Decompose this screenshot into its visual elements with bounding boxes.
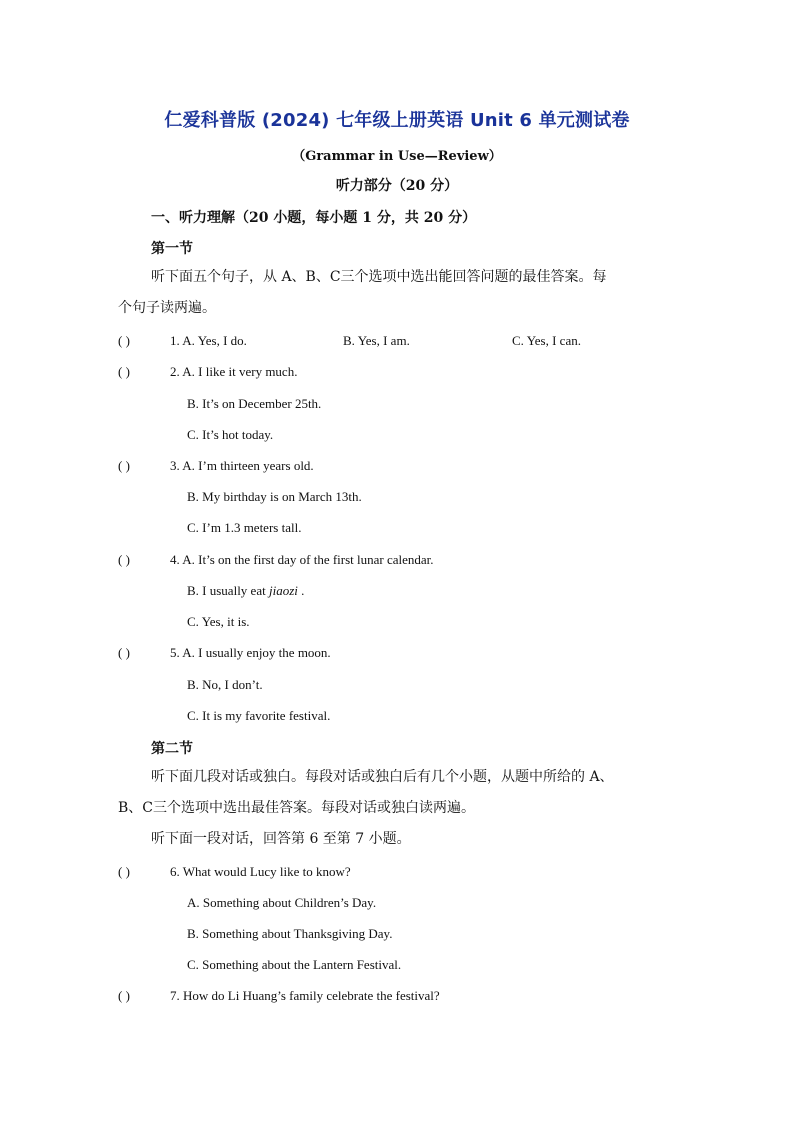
- question-2-option-b: B. It’s on December 25th.: [187, 396, 322, 411]
- question-2: [118, 364, 297, 380]
- subsection-2-heading: 第二节: [151, 741, 193, 757]
- question-7: [118, 988, 440, 1004]
- answer-blank[interactable]: ( ): [118, 645, 130, 660]
- question-stem: 6. What would Lucy like to know?: [170, 864, 351, 879]
- instruction-2-line-1: 听下面几段对话或独白。每段对话或独白后有几个小题，从题中所给的 A、: [151, 769, 614, 785]
- question-3-option-b: B. My birthday is on March 13th.: [187, 489, 362, 504]
- question-stem: 2. A. I like it very much.: [170, 364, 298, 379]
- section-heading: 一、听力理解（20 小题，每小题 1 分，共 20 分）: [151, 210, 477, 226]
- question-stem: 5. A. I usually enjoy the moon.: [170, 645, 331, 660]
- question-3: [118, 458, 314, 474]
- instruction-1-line-1: 听下面五个句子，从 A、B、C三个选项中选出能回答问题的最佳答案。每: [151, 269, 607, 285]
- question-6-option-c: C. Something about the Lantern Festival.: [187, 957, 402, 972]
- instruction-1-line-2: 个句子读两遍。: [118, 300, 216, 316]
- question-4: [118, 552, 434, 568]
- question-4-option-b: B. I usually eat jiaozi .: [187, 583, 305, 598]
- answer-blank[interactable]: ( ): [118, 988, 130, 1003]
- question-stem: 1. A. Yes, I do.: [170, 333, 247, 348]
- question-5: [118, 645, 331, 661]
- page-title: 仁爱科普版 (2024) 七年级上册英语 Unit 6 单元测试卷: [164, 110, 630, 131]
- answer-blank[interactable]: ( ): [118, 333, 130, 348]
- page-subtitle: （Grammar in Use—Review）: [292, 149, 502, 164]
- question-1-option-b: B. Yes, I am.: [343, 333, 410, 348]
- question-1: [118, 333, 247, 349]
- answer-blank[interactable]: ( ): [118, 864, 130, 879]
- question-4-option-c: C. Yes, it is.: [187, 614, 250, 629]
- answer-blank[interactable]: ( ): [118, 552, 130, 567]
- question-1-option-c: C. Yes, I can.: [512, 333, 581, 348]
- question-5-option-b: B. No, I don’t.: [187, 677, 263, 692]
- question-stem: 7. How do Li Huang’s family celebrate the festival?: [170, 988, 440, 1003]
- instruction-3: 听下面一段对话，回答第 6 至第 7 小题。: [151, 831, 411, 847]
- subsection-1-heading: 第一节: [151, 241, 193, 257]
- instruction-2-line-2: B、C三个选项中选出最佳答案。每段对话或独白读两遍。: [118, 800, 475, 816]
- question-stem: 4. A. It’s on the first day of the first lunar calendar.: [170, 552, 434, 567]
- question-5-option-c: C. It is my favorite festival.: [187, 708, 331, 723]
- question-6: [118, 864, 351, 880]
- question-2-option-c: C. It’s hot today.: [187, 427, 274, 442]
- question-6-option-a: A. Something about Children’s Day.: [187, 895, 377, 910]
- answer-blank[interactable]: ( ): [118, 458, 130, 473]
- answer-blank[interactable]: ( ): [118, 364, 130, 379]
- question-6-option-b: B. Something about Thanksgiving Day.: [187, 926, 393, 941]
- question-3-option-c: C. I’m 1.3 meters tall.: [187, 520, 302, 535]
- question-stem: 3. A. I’m thirteen years old.: [170, 458, 314, 473]
- part-title: 听力部分（20 分）: [335, 178, 459, 194]
